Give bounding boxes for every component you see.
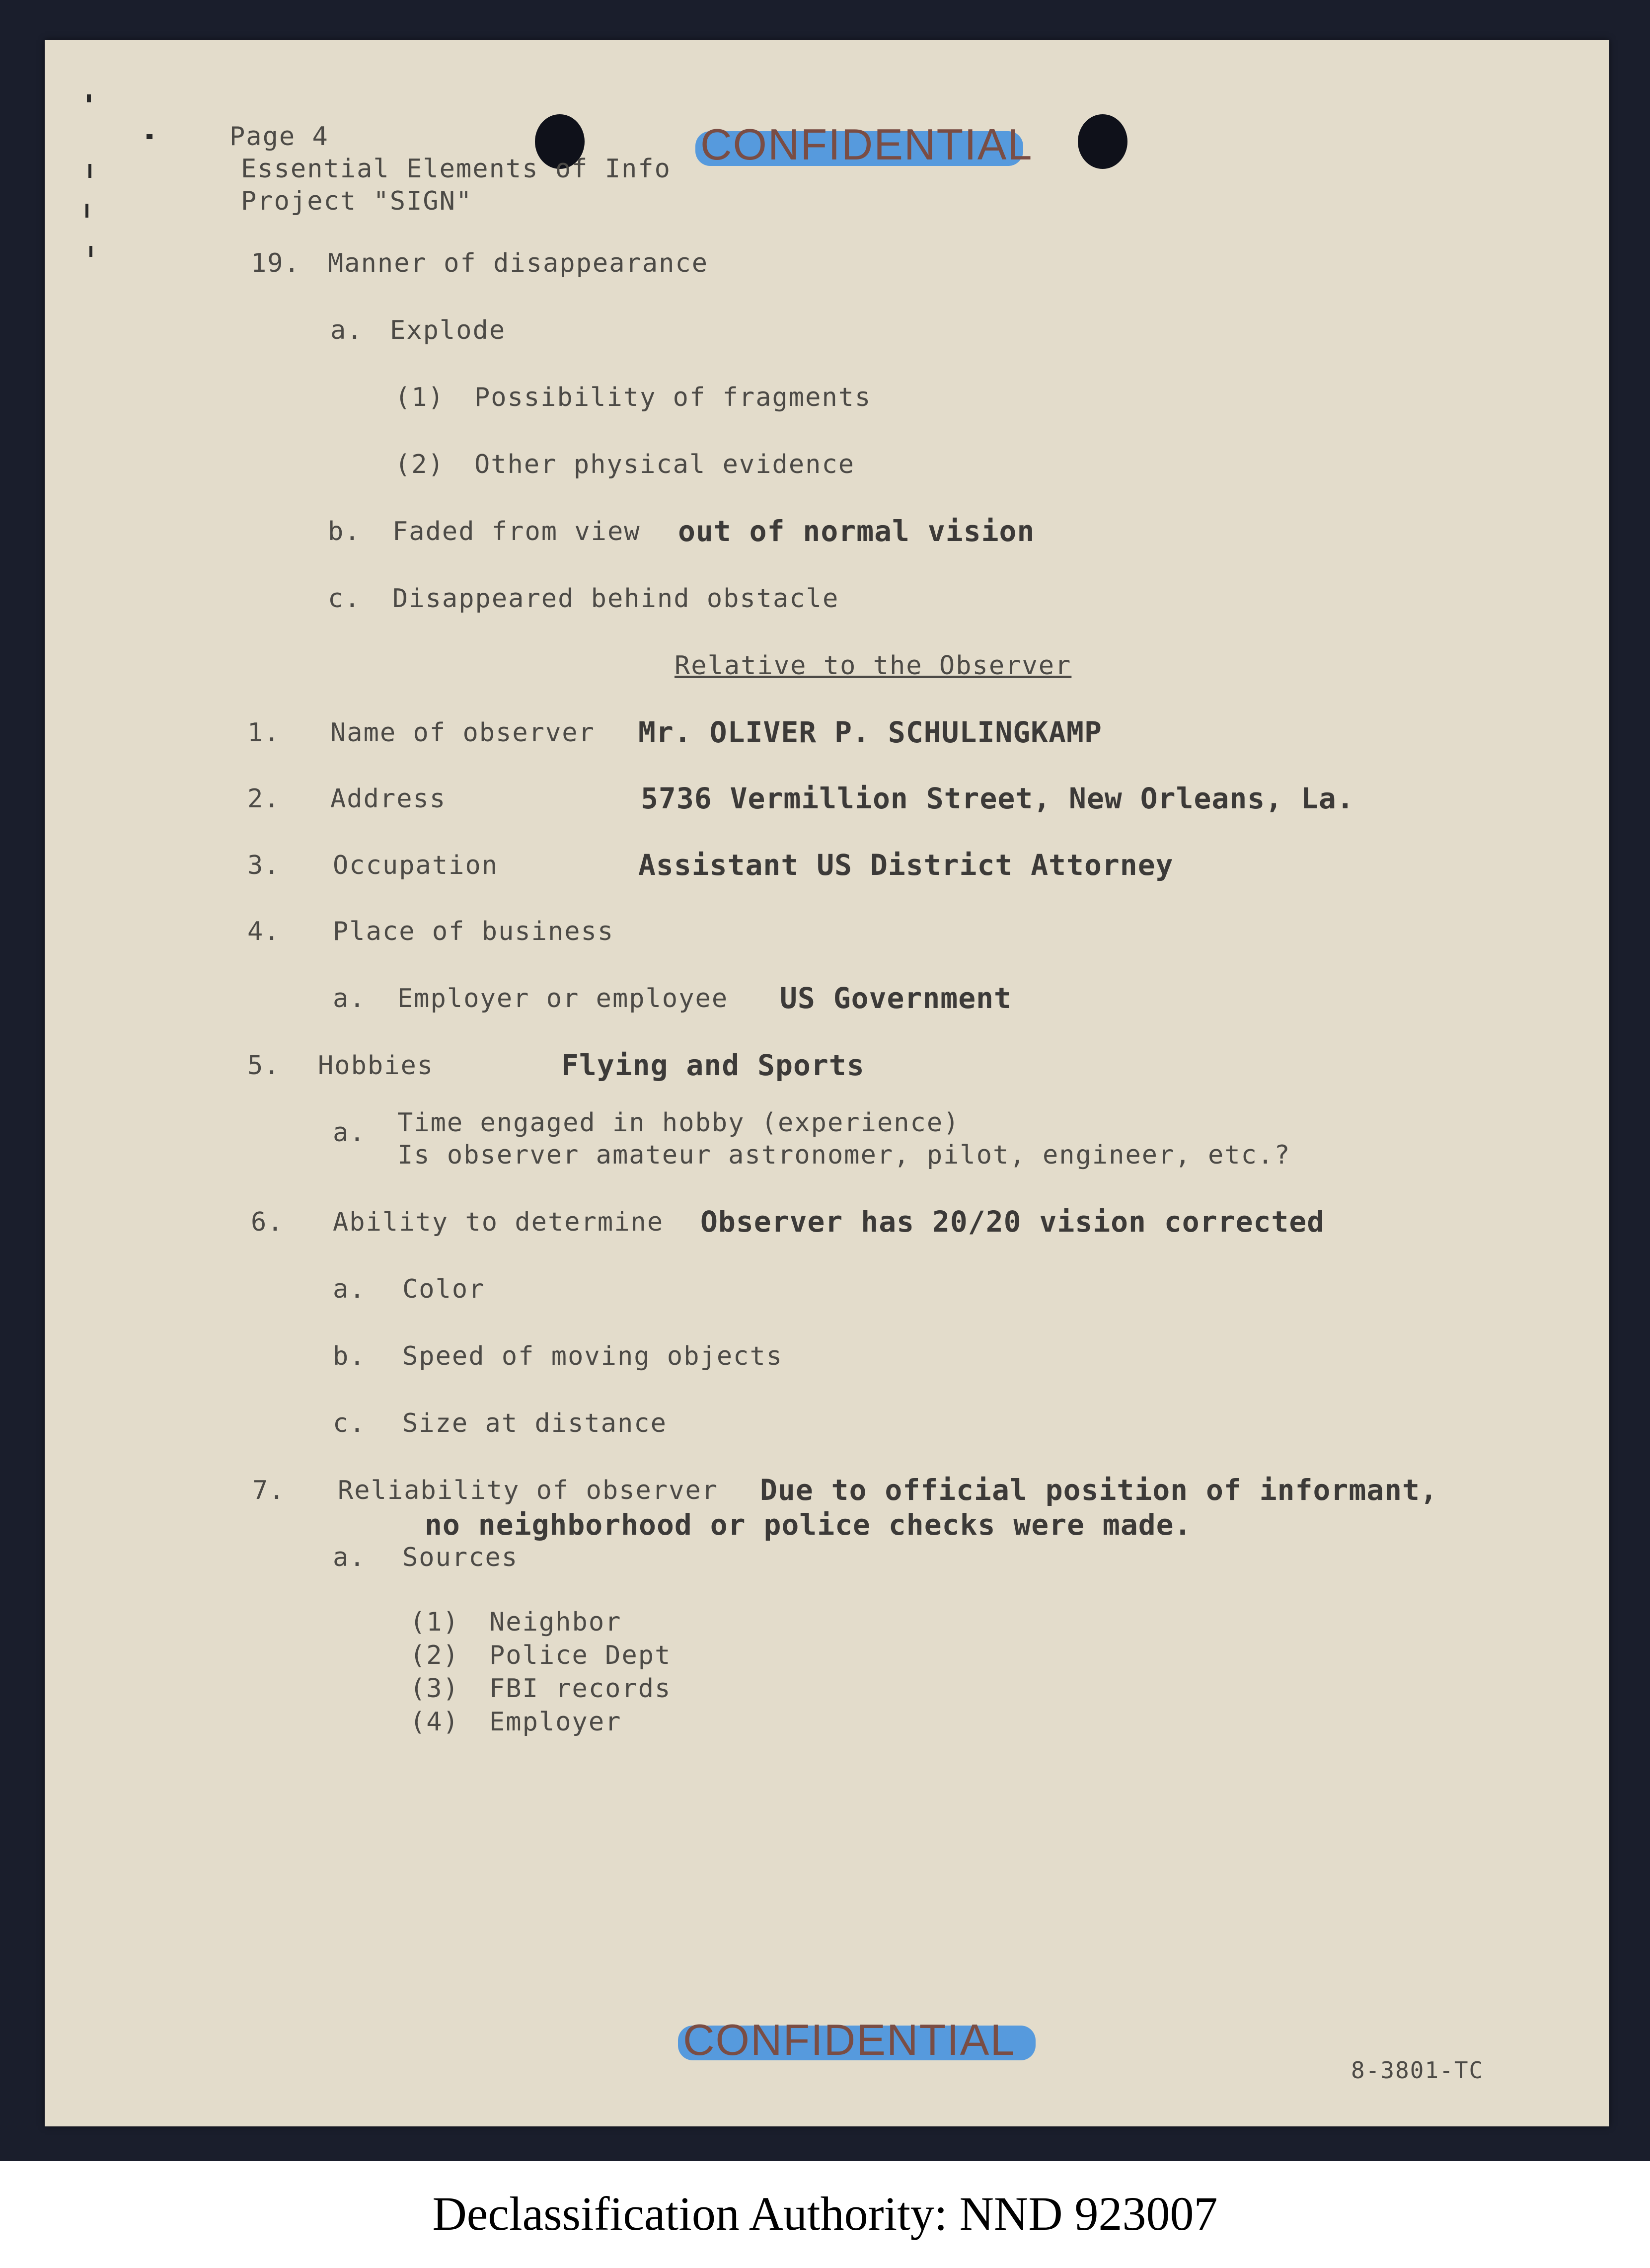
- item-19b-number: b.: [328, 517, 361, 547]
- declassification-caption: Declassification Authority: NND 923007: [432, 2187, 1218, 2240]
- source-3-label: FBI records: [489, 1674, 672, 1704]
- source-2-label: Police Dept: [489, 1641, 672, 1670]
- item-7-answer: Due to official position of informant,: [760, 1473, 1438, 1507]
- item-3-answer: Assistant US District Attorney: [638, 848, 1174, 882]
- item-1-number: 1.: [247, 718, 281, 748]
- margin-mark: [85, 204, 88, 218]
- source-1-number: (1): [410, 1607, 459, 1637]
- item-1-label: Name of observer: [330, 718, 595, 748]
- item-19a1-number: (1): [395, 383, 445, 412]
- form-number: 8-3801-TC: [1351, 2057, 1484, 2084]
- item-5-label: Hobbies: [318, 1051, 434, 1081]
- margin-mark: [88, 164, 91, 178]
- item-7a-number: a.: [333, 1543, 366, 1572]
- item-2-label: Address: [330, 784, 447, 814]
- confidential-stamp-top: CONFIDENTIAL: [700, 119, 1033, 170]
- source-1-label: Neighbor: [489, 1607, 622, 1637]
- item-19a2-number: (2): [395, 450, 445, 479]
- margin-mark: [147, 134, 152, 139]
- item-6c-number: c.: [333, 1408, 366, 1438]
- item-4-number: 4.: [247, 917, 281, 946]
- item-7-answer-line2: no neighborhood or police checks were made.: [425, 1508, 1192, 1542]
- item-19c-number: c.: [328, 584, 361, 614]
- section-heading: Relative to the Observer: [675, 651, 1072, 681]
- header-page-number: Page 4: [229, 122, 329, 152]
- source-4-label: Employer: [489, 1707, 622, 1737]
- item-3-number: 3.: [247, 851, 281, 880]
- confidential-stamp-bottom: CONFIDENTIAL: [683, 2015, 1015, 2065]
- item-6-answer: Observer has 20/20 vision corrected: [700, 1205, 1325, 1239]
- item-4a-number: a.: [333, 984, 366, 1014]
- item-19b-label: Faded from view: [392, 517, 641, 547]
- item-1-answer: Mr. OLIVER P. SCHULINGKAMP: [638, 715, 1102, 749]
- margin-mark: [87, 94, 91, 102]
- item-4-label: Place of business: [333, 917, 614, 946]
- item-19a2-label: Other physical evidence: [474, 450, 855, 479]
- item-2-number: 2.: [247, 784, 281, 814]
- item-7a-label: Sources: [402, 1543, 519, 1572]
- item-19-label: Manner of disappearance: [328, 248, 709, 278]
- item-6a-label: Color: [402, 1274, 485, 1304]
- item-19a1-label: Possibility of fragments: [474, 383, 872, 412]
- item-6-label: Ability to determine: [333, 1207, 664, 1237]
- item-5a-label-line2: Is observer amateur astronomer, pilot, engineer, etc.?: [397, 1140, 1291, 1170]
- source-3-number: (3): [410, 1674, 459, 1704]
- header-project: Project "SIGN": [241, 186, 473, 216]
- item-3-label: Occupation: [333, 851, 499, 880]
- item-7-label: Reliability of observer: [338, 1476, 719, 1505]
- source-2-number: (2): [410, 1641, 459, 1670]
- item-5a-label: Time engaged in hobby (experience): [397, 1108, 960, 1138]
- item-7-number: 7.: [252, 1476, 286, 1505]
- item-5-number: 5.: [247, 1051, 281, 1081]
- item-19b-answer: out of normal vision: [678, 514, 1035, 548]
- margin-mark: [89, 246, 92, 257]
- header-title: Essential Elements of Info: [241, 154, 671, 184]
- item-2-answer: 5736 Vermillion Street, New Orleans, La.: [641, 782, 1354, 815]
- item-6-number: 6.: [251, 1207, 284, 1237]
- item-19-number: 19.: [251, 248, 300, 278]
- item-5-answer: Flying and Sports: [561, 1048, 865, 1082]
- item-19c-label: Disappeared behind obstacle: [392, 584, 839, 614]
- item-6a-number: a.: [333, 1274, 366, 1304]
- item-19a-number: a.: [330, 315, 364, 345]
- punch-hole-right: [1078, 114, 1127, 169]
- document-page: [45, 40, 1609, 2126]
- item-6b-number: b.: [333, 1341, 366, 1371]
- item-5a-number: a.: [333, 1118, 366, 1148]
- item-4a-answer: US Government: [780, 981, 1012, 1015]
- item-6b-label: Speed of moving objects: [402, 1341, 783, 1371]
- source-4-number: (4): [410, 1707, 459, 1737]
- item-4a-label: Employer or employee: [397, 984, 729, 1014]
- item-6c-label: Size at distance: [402, 1408, 667, 1438]
- item-19a-label: Explode: [390, 315, 506, 345]
